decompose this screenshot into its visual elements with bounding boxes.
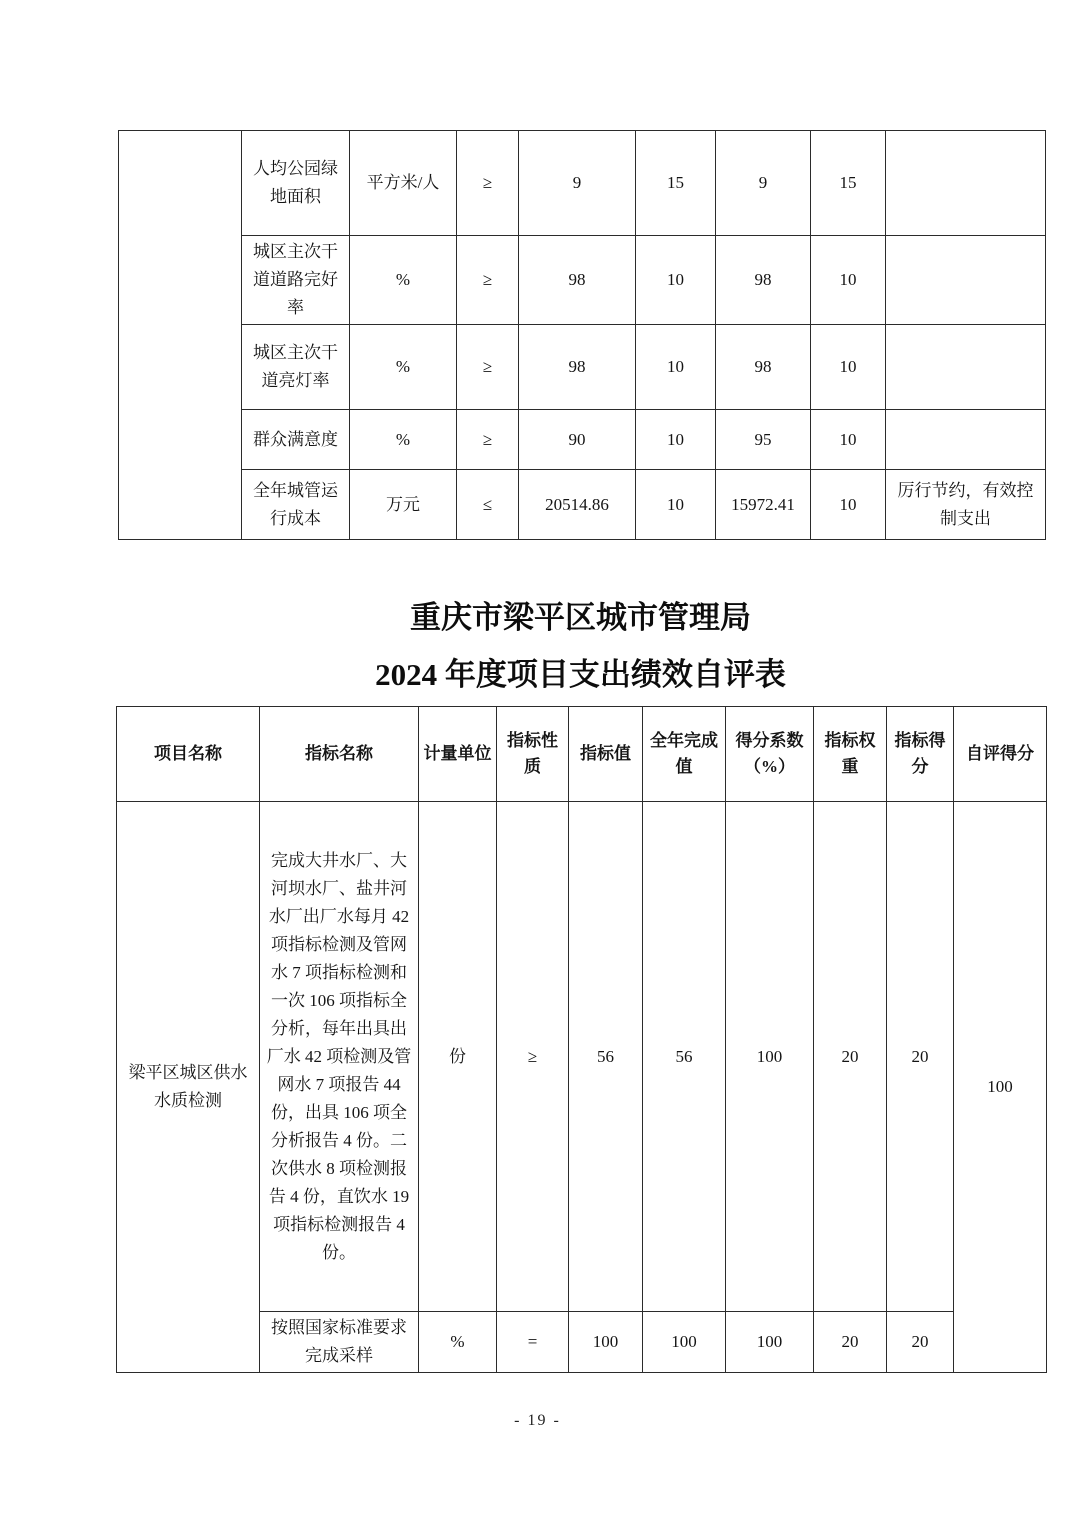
unit-cell: 平方米/人	[350, 131, 457, 236]
score-cell: 20	[887, 1312, 954, 1373]
document-title	[116, 597, 1045, 696]
score-cell: 10	[811, 410, 886, 470]
document-title-subject: 2024 年度项目支出绩效自评表	[375, 657, 786, 692]
completed-value-cell: 98	[716, 325, 811, 410]
direction-cell: ≥	[457, 325, 519, 410]
header-self-eval-score: 自评得分	[954, 707, 1047, 802]
remark-cell	[886, 236, 1046, 325]
score-cell: 10	[811, 236, 886, 325]
header-indicator-score: 指标得分	[887, 707, 954, 802]
score-cell: 20	[887, 802, 954, 1312]
score-coefficient-cell: 100	[726, 1312, 814, 1373]
indicator-name-cell: 完成大井水厂、大河坝水厂、盐井河水厂出厂水每月 42 项指标检测及管网水 7 项指标检测和一次 106 项指标全分析，每年出具出厂水 42 项检测及管网水 7 项报告 44 份，出具 106 项全分析报告 4 份。二次供水 8 项检测报告 4 份，直饮水 19 项指标检测报告 4 份。	[260, 802, 419, 1312]
completed-value-cell: 15972.41	[716, 470, 811, 540]
direction-cell: ≥	[457, 131, 519, 236]
direction-cell: ≤	[457, 470, 519, 540]
header-score-coefficient: 得分系数（%）	[726, 707, 814, 802]
indicator-name-cell: 人均公园绿地面积	[242, 131, 350, 236]
self-eval-score-cell: 100	[954, 802, 1047, 1373]
completed-value-cell: 95	[716, 410, 811, 470]
target-value-cell: 20514.86	[519, 470, 636, 540]
target-value-cell: 56	[569, 802, 643, 1312]
indicator-name-cell: 按照国家标准要求完成采样	[260, 1312, 419, 1373]
project-self-evaluation-table	[116, 706, 1047, 1373]
indicator-name-cell: 全年城管运行成本	[242, 470, 350, 540]
unit-cell: %	[419, 1312, 497, 1373]
score-cell: 15	[811, 131, 886, 236]
unit-cell: %	[350, 325, 457, 410]
completed-value-cell: 56	[643, 802, 726, 1312]
direction-cell: ≥	[497, 802, 569, 1312]
header-indicator-name: 指标名称	[260, 707, 419, 802]
header-indicator-nature: 指标性质	[497, 707, 569, 802]
direction-cell: ≥	[457, 236, 519, 325]
weight-cell: 10	[636, 236, 716, 325]
completed-value-cell: 100	[643, 1312, 726, 1373]
table-row	[119, 410, 1046, 470]
header-indicator-value: 指标值	[569, 707, 643, 802]
score-cell: 10	[811, 325, 886, 410]
table-header-row	[117, 707, 1047, 802]
remark-cell	[886, 131, 1046, 236]
project-name-cell: 梁平区城区供水水质检测	[117, 802, 260, 1373]
header-project-name: 项目名称	[117, 707, 260, 802]
weight-cell: 15	[636, 131, 716, 236]
completed-value-cell: 9	[716, 131, 811, 236]
header-indicator-weight: 指标权重	[814, 707, 887, 802]
carryover-performance-table	[118, 130, 1046, 540]
indicator-name-cell: 城区主次干道亮灯率	[242, 325, 350, 410]
unit-cell: 万元	[350, 470, 457, 540]
remark-cell: 厉行节约，有效控制支出	[886, 470, 1046, 540]
table-row	[117, 802, 1047, 1312]
target-value-cell: 9	[519, 131, 636, 236]
indicator-name-cell: 群众满意度	[242, 410, 350, 470]
table-row	[119, 470, 1046, 540]
target-value-cell: 90	[519, 410, 636, 470]
table-row	[119, 236, 1046, 325]
remark-cell	[886, 410, 1046, 470]
unit-cell: %	[350, 236, 457, 325]
project-name-cell-empty	[119, 131, 242, 540]
target-value-cell: 100	[569, 1312, 643, 1373]
header-unit: 计量单位	[419, 707, 497, 802]
weight-cell: 10	[636, 410, 716, 470]
header-annual-completed-value: 全年完成值	[643, 707, 726, 802]
direction-cell: =	[497, 1312, 569, 1373]
direction-cell: ≥	[457, 410, 519, 470]
weight-cell: 20	[814, 1312, 887, 1373]
weight-cell: 10	[636, 325, 716, 410]
table-row	[119, 325, 1046, 410]
unit-cell: %	[350, 410, 457, 470]
weight-cell: 20	[814, 802, 887, 1312]
document-title-org: 重庆市梁平区城市管理局	[410, 600, 751, 635]
unit-cell: 份	[419, 802, 497, 1312]
completed-value-cell: 98	[716, 236, 811, 325]
weight-cell: 10	[636, 470, 716, 540]
indicator-name-cell: 城区主次干道道路完好率	[242, 236, 350, 325]
target-value-cell: 98	[519, 236, 636, 325]
table-row	[119, 131, 1046, 236]
page-number: - 19 -	[514, 1412, 561, 1429]
remark-cell	[886, 325, 1046, 410]
score-cell: 10	[811, 470, 886, 540]
target-value-cell: 98	[519, 325, 636, 410]
score-coefficient-cell: 100	[726, 802, 814, 1312]
